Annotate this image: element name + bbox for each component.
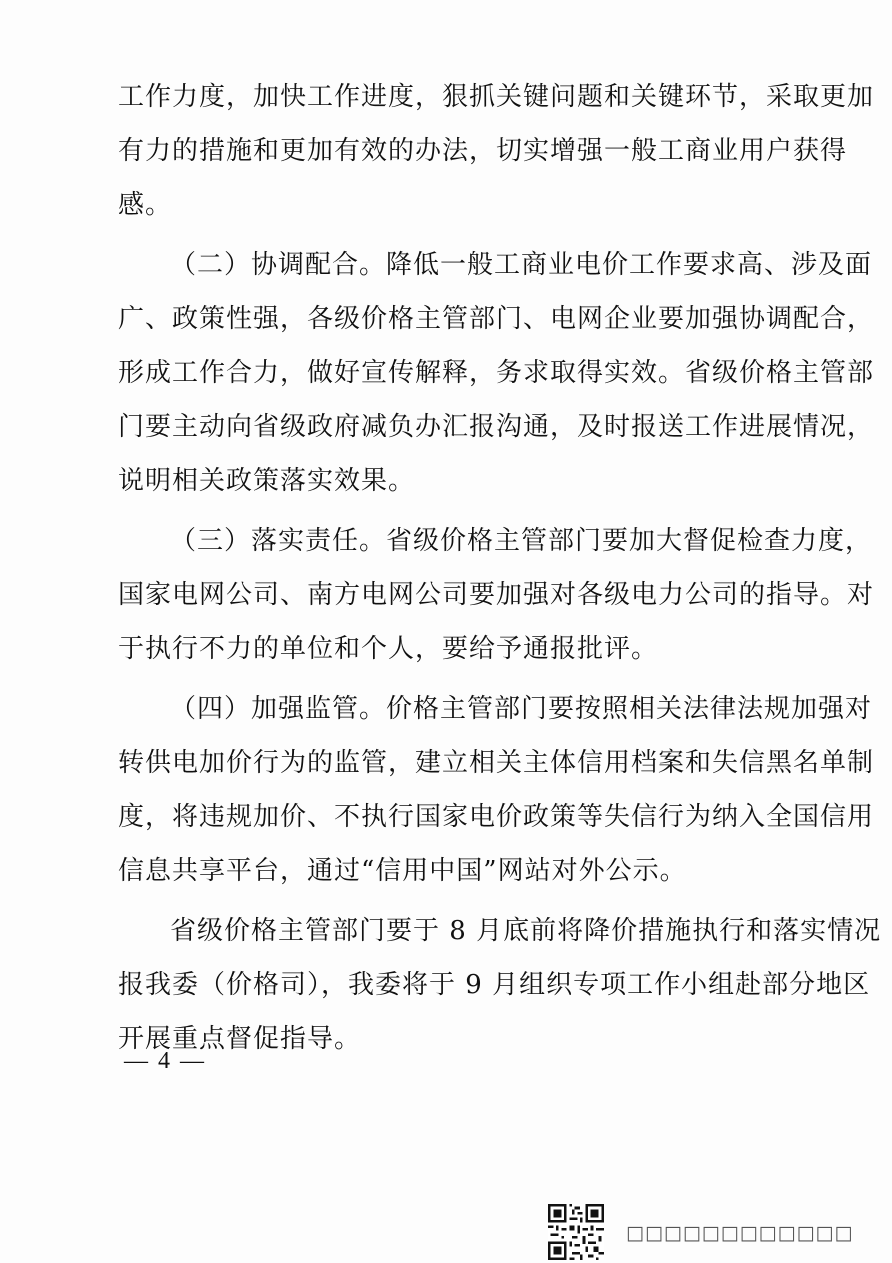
text-line: 形成工作合力，做好宣传解释，务求取得实效。省级价格主管部 xyxy=(118,358,875,388)
text-line: 门要主动向省级政府减负办汇报沟通，及时报送工作进展情况， xyxy=(118,412,875,442)
text-line: 于执行不力的单位和个人，要给予通报批评。 xyxy=(118,634,659,664)
qr-code-icon xyxy=(548,1204,604,1260)
text-line: 度，将违规加价、不执行国家电价政策等失信行为纳入全国信用 xyxy=(118,802,875,832)
text-line: 信息共享平台，通过“信用中国”网站对外公示。 xyxy=(118,856,687,886)
document-body xyxy=(118,70,882,1066)
footer-label: □□□□□□□□□□□□ xyxy=(626,1222,854,1244)
paragraph xyxy=(118,904,882,1066)
paragraph xyxy=(118,514,875,676)
text-line: 广、政策性强，各级价格主管部门、电网企业要加强协调配合， xyxy=(118,304,875,334)
text-line: 工作力度，加快工作进度，狠抓关键问题和关键环节，采取更加 xyxy=(118,82,875,112)
text-line: 感。 xyxy=(118,190,173,220)
text-line: 说明相关政策落实效果。 xyxy=(118,466,416,496)
text-line: 省级价格主管部门要于 8 月底前将降价措施执行和落实情况 xyxy=(170,916,882,946)
text-line: （二）协调配合。降低一般工商业电价工作要求高、涉及面 xyxy=(170,250,873,280)
paragraph xyxy=(118,70,875,232)
paragraph xyxy=(118,238,875,508)
text-line: （四）加强监管。价格主管部门要按照相关法律法规加强对 xyxy=(170,694,873,724)
text-line: 报我委（价格司），我委将于 9 月组织专项工作小组赴部分地区 xyxy=(118,970,871,1000)
text-line: 有力的措施和更加有效的办法，切实增强一般工商业用户获得 xyxy=(118,136,848,166)
text-line: 转供电加价行为的监管，建立相关主体信用档案和失信黑名单制 xyxy=(118,748,875,778)
paragraph xyxy=(118,682,875,898)
text-line: 开展重点督促指导。 xyxy=(118,1024,362,1054)
text-line: 国家电网公司、南方电网公司要加强对各级电力公司的指导。对 xyxy=(118,580,875,610)
page-number: — 4 — xyxy=(124,1048,206,1074)
text-line: （三）落实责任。省级价格主管部门要加大督促检查力度， xyxy=(170,526,873,556)
